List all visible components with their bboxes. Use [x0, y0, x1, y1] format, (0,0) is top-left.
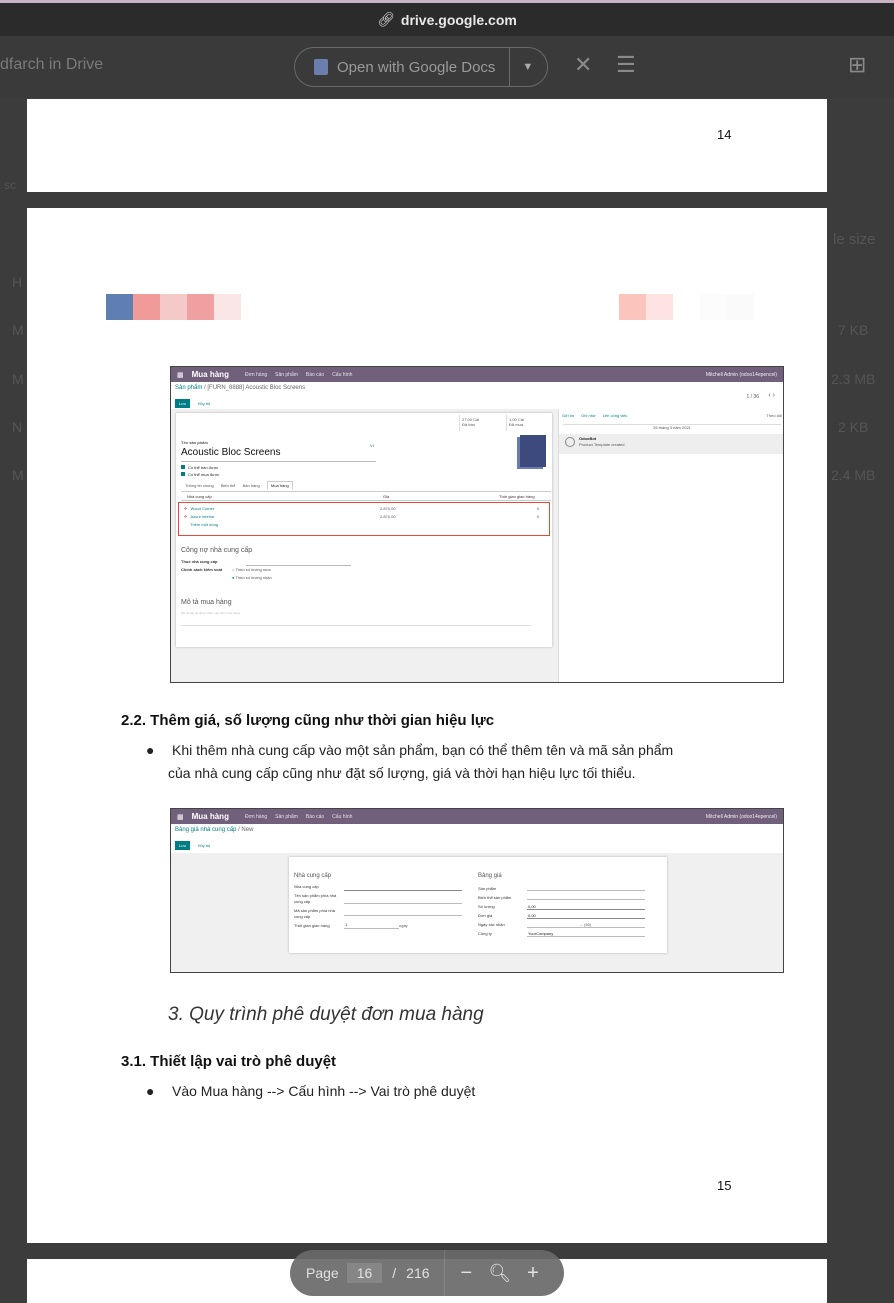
- bg-left-fragment: sc: [4, 178, 16, 192]
- bg-size-2: 2.3 MB: [831, 371, 876, 387]
- link-icon: 🔗︎: [377, 11, 395, 27]
- row-price: 2.870,00: [380, 506, 396, 511]
- current-page-input[interactable]: 16: [347, 1263, 383, 1283]
- field-label: Tên sản phẩm phía nhà cung cấp: [294, 893, 337, 904]
- avatar: [565, 437, 575, 447]
- page-label: Page: [306, 1265, 339, 1281]
- row-vendor: Wood Corner: [190, 506, 215, 511]
- stat-sold-value: 27,00 Cái: [462, 417, 480, 422]
- file-size-header: le size: [833, 231, 876, 248]
- screenshot-product-form: [170, 366, 784, 683]
- color-swatch: [133, 294, 160, 320]
- bg-size-3: 2 KB: [838, 419, 869, 435]
- delay-value: 1: [345, 922, 348, 927]
- field-label: Sản phẩm: [478, 886, 497, 891]
- bg-col-m3: M: [12, 467, 24, 483]
- odoo-menu-item: Báo cáo: [305, 372, 325, 378]
- pricelist-section-title: Bảng giá: [478, 873, 502, 879]
- tab-active: Mua hàng: [267, 481, 293, 489]
- odoo-discard-button: Hủy bỏ: [197, 401, 211, 406]
- chatter-activity: Lên công việc: [602, 413, 628, 418]
- col-vendor: Nhà cung cấp: [187, 494, 212, 499]
- product-image: [520, 435, 546, 467]
- odoo-pager: 1 / 36: [746, 394, 759, 400]
- vendor-highlight-box: [178, 502, 550, 536]
- form-tabs: [181, 483, 551, 492]
- bullet-2-2: [146, 739, 772, 785]
- zoom-in-icon[interactable]: +: [527, 1261, 539, 1284]
- heading-3: 3. Quy trình phê duyệt đơn mua hàng: [168, 1004, 484, 1025]
- drive-viewer-toolbar: [0, 36, 894, 98]
- filter-settings-icon[interactable]: ☰: [616, 52, 636, 77]
- apps-menu-icon: ▦: [177, 371, 184, 379]
- tax-label: Thuế nhà cung cấp: [181, 559, 218, 564]
- odoo-menu: [245, 371, 359, 378]
- bullet-dot: ●: [146, 1083, 155, 1099]
- color-swatch: [187, 294, 214, 320]
- radio-ordered: ○ Theo số lượng mua: [232, 567, 271, 572]
- product-name-label: Tên sản phẩm: [181, 440, 208, 445]
- add-comment-icon[interactable]: ⊞: [848, 52, 867, 77]
- control-divider: [444, 1250, 445, 1296]
- color-swatch: [700, 294, 727, 320]
- odoo-save-button: Lưu: [175, 399, 190, 408]
- row-delay: 0: [537, 514, 540, 519]
- color-swatch: [673, 294, 700, 320]
- radio-label: Theo số lượng nhận: [235, 575, 272, 580]
- field-label: Mã sản phẩm phía nhà cung cấp: [294, 908, 335, 919]
- color-swatch: [646, 294, 673, 320]
- odoo-menu-item: Sản phẩm: [275, 372, 298, 378]
- tab: Thông tin chung: [185, 483, 214, 488]
- chatter-panel: [558, 409, 784, 683]
- table-row: [184, 514, 546, 519]
- price-value: 0,00: [528, 913, 536, 918]
- stat-sold: [459, 415, 499, 431]
- odoo-discard-button: Hủy bỏ: [197, 843, 211, 848]
- col-delay: Thời gian giao hàng: [499, 494, 535, 499]
- chatter-send: Gửi tin: [562, 413, 575, 418]
- pricelist-fields: [478, 884, 511, 938]
- row-vendor: Azure Interior: [190, 514, 215, 519]
- chatter-follow: Theo dõi: [766, 413, 782, 418]
- page-navigation-control: [290, 1250, 564, 1296]
- check-can-be-purchased: [181, 472, 219, 477]
- field-label: Thời gian giao hàng: [294, 923, 330, 928]
- page-separator: /: [392, 1265, 397, 1281]
- pricelist-form-card: [289, 857, 667, 953]
- open-with-divider: [509, 47, 510, 87]
- product-name: Acoustic Bloc Screens: [181, 447, 281, 458]
- open-with-label: Open with Google Docs: [337, 58, 496, 76]
- chatter-author: OdooBot: [579, 436, 597, 441]
- open-with-button[interactable]: [294, 47, 548, 87]
- bullet-line: của nhà cung cấp cũng như đặt số lượng, giá và thời hạn hiệu lực tối thiểu.: [168, 765, 636, 781]
- color-swatch: [214, 294, 241, 320]
- drive-search-text[interactable]: dfarch in Drive: [0, 56, 104, 73]
- product-form-card: [176, 413, 552, 647]
- odoo-menu: [245, 813, 359, 820]
- odoo-menu-item: Đơn hàng: [244, 372, 268, 378]
- lang-badge: VI: [370, 443, 374, 448]
- field-label: Biến thể sản phẩm: [478, 895, 512, 900]
- description-placeholder: Mô tả này sẽ được thêm vào đơn mua hàng: [181, 611, 240, 615]
- screenshot-vendor-pricelist: [170, 808, 784, 973]
- chatter-text: Product Template created: [579, 442, 625, 447]
- row-delay: 0: [537, 506, 540, 511]
- bullet-line: Vào Mua hàng --> Cấu hình --> Vai trò phê duyệt: [172, 1083, 476, 1099]
- section-vendor-bills: Công nợ nhà cung cấp: [181, 547, 253, 554]
- pdf-page-14: [27, 99, 827, 192]
- bg-size-4: 2.4 MB: [831, 467, 876, 483]
- bg-size-1: 7 KB: [838, 322, 869, 338]
- radio-label: Theo số lượng mua: [235, 567, 271, 572]
- odoo-menu-item: Cấu hình: [332, 372, 353, 378]
- field-label: Đơn giá: [478, 913, 493, 918]
- color-swatch: [727, 294, 754, 320]
- chatter-message: [559, 434, 784, 454]
- chatter-date: 26 tháng 3 năm 2021: [563, 424, 781, 430]
- tab: Biến thể: [220, 483, 236, 488]
- breadcrumb-current: New: [241, 827, 254, 833]
- delay-unit: ngày: [399, 923, 408, 928]
- page-number: 15: [717, 1178, 732, 1193]
- row-price: 2.870,00: [380, 514, 396, 519]
- odoo-menu-item: Sản phẩm: [275, 814, 298, 820]
- add-line-link: Thêm một dòng: [190, 522, 219, 527]
- field-label: Nhà cung cấp: [294, 884, 319, 889]
- odoo-breadcrumb: Bảng giá nhà cung cấp / New: [175, 827, 254, 833]
- odoo-app-name: Mua hàng: [191, 370, 229, 379]
- odoo-navbar: [171, 367, 783, 382]
- apps-menu-icon: ▦: [177, 813, 184, 821]
- close-icon[interactable]: ✕: [574, 52, 593, 77]
- odoo-breadcrumb: Sản phẩm / [FURN_8888] Acoustic Bloc Screens: [175, 385, 306, 391]
- odoo-save-button: Lưu: [175, 841, 190, 850]
- bullet-dot: ●: [146, 742, 155, 758]
- vendor-fields: [294, 884, 344, 929]
- stat-purchased-value: 1,00 Cái: [509, 417, 524, 422]
- bg-col-m2: M: [12, 371, 24, 387]
- chevron-down-icon[interactable]: ▼: [522, 61, 534, 73]
- bg-col-h: H: [12, 274, 23, 290]
- zoom-out-icon[interactable]: −: [460, 1261, 473, 1284]
- page-number: 14: [717, 127, 732, 142]
- control-policy-label: Chính sách kiểm soát: [181, 567, 223, 572]
- color-swatch: [106, 294, 133, 320]
- section-purchase-description: Mô tả mua hàng: [181, 599, 232, 606]
- vendor-section-title: Nhà cung cấp: [294, 873, 332, 879]
- field-label: Ngày xác nhận: [478, 922, 505, 927]
- tab: Bán hàng: [242, 483, 260, 488]
- odoo-navbar: [171, 809, 783, 824]
- chatter-actions: [559, 409, 784, 422]
- color-swatch: [160, 294, 187, 320]
- bg-col-m1: M: [12, 322, 24, 338]
- field-label: Số lượng: [478, 904, 495, 909]
- pdf-page-15: [27, 208, 827, 1243]
- odoo-user: Mitchell Admin (odoo14epencel): [705, 813, 777, 820]
- drag-handle-icon: ✣: [184, 514, 188, 519]
- odoo-menu-item: Báo cáo: [305, 814, 325, 820]
- stat-purchased-label: Đã mua: [509, 422, 524, 427]
- check-label: Có thể bán được: [188, 465, 219, 470]
- bullet-3-1: [146, 1080, 772, 1103]
- check-label: Có thể mua được: [188, 472, 220, 477]
- drag-handle-icon: ✣: [184, 506, 188, 511]
- breadcrumb-current: [FURN_8888] Acoustic Bloc Screens: [207, 385, 306, 391]
- odoo-app-name: Mua hàng: [191, 812, 229, 821]
- field-label: Công ty: [478, 931, 492, 936]
- odoo-menu-item: Cấu hình: [332, 814, 353, 820]
- heading-3-1: 3.1. Thiết lập vai trò phê duyệt: [121, 1053, 337, 1070]
- heading-2-2: 2.2. Thêm giá, số lượng cũng như thời gian hiệu lực: [121, 712, 495, 729]
- company-value: YourCompany: [528, 931, 554, 936]
- stat-purchased: [506, 415, 552, 431]
- odoo-user: Mitchell Admin (odoo14epencel): [705, 371, 777, 378]
- google-docs-icon: [314, 59, 328, 75]
- date-value: → (50): [579, 922, 592, 927]
- zoom-search-icon[interactable]: 🔍︎: [488, 1262, 512, 1283]
- pager-arrows-icon: ‹ ›: [768, 392, 775, 399]
- odoo-menu-item: Đơn hàng: [244, 814, 268, 820]
- breadcrumb-root: Bảng giá nhà cung cấp: [175, 827, 237, 833]
- chatter-log: Ghi nhớ: [581, 413, 596, 418]
- stat-sold-label: Đã bán: [462, 422, 475, 427]
- breadcrumb-root: Sản phẩm: [175, 385, 203, 391]
- vendor-table-header: [181, 494, 551, 501]
- color-swatch: [619, 294, 646, 320]
- table-row: [184, 506, 546, 511]
- radio-received: ● Theo số lượng nhận: [232, 575, 272, 580]
- bg-col-n: N: [12, 419, 23, 435]
- browser-url-bar[interactable]: [0, 0, 894, 36]
- qty-value: 0,00: [528, 904, 536, 909]
- total-pages: 216: [406, 1265, 430, 1281]
- check-can-be-sold: [181, 465, 218, 470]
- url-text: drive.google.com: [400, 11, 517, 28]
- col-price: Giá: [383, 494, 390, 499]
- bullet-line: Khi thêm nhà cung cấp vào một sản phẩm, bạn có thể thêm tên và mã sản phẩm: [172, 742, 674, 758]
